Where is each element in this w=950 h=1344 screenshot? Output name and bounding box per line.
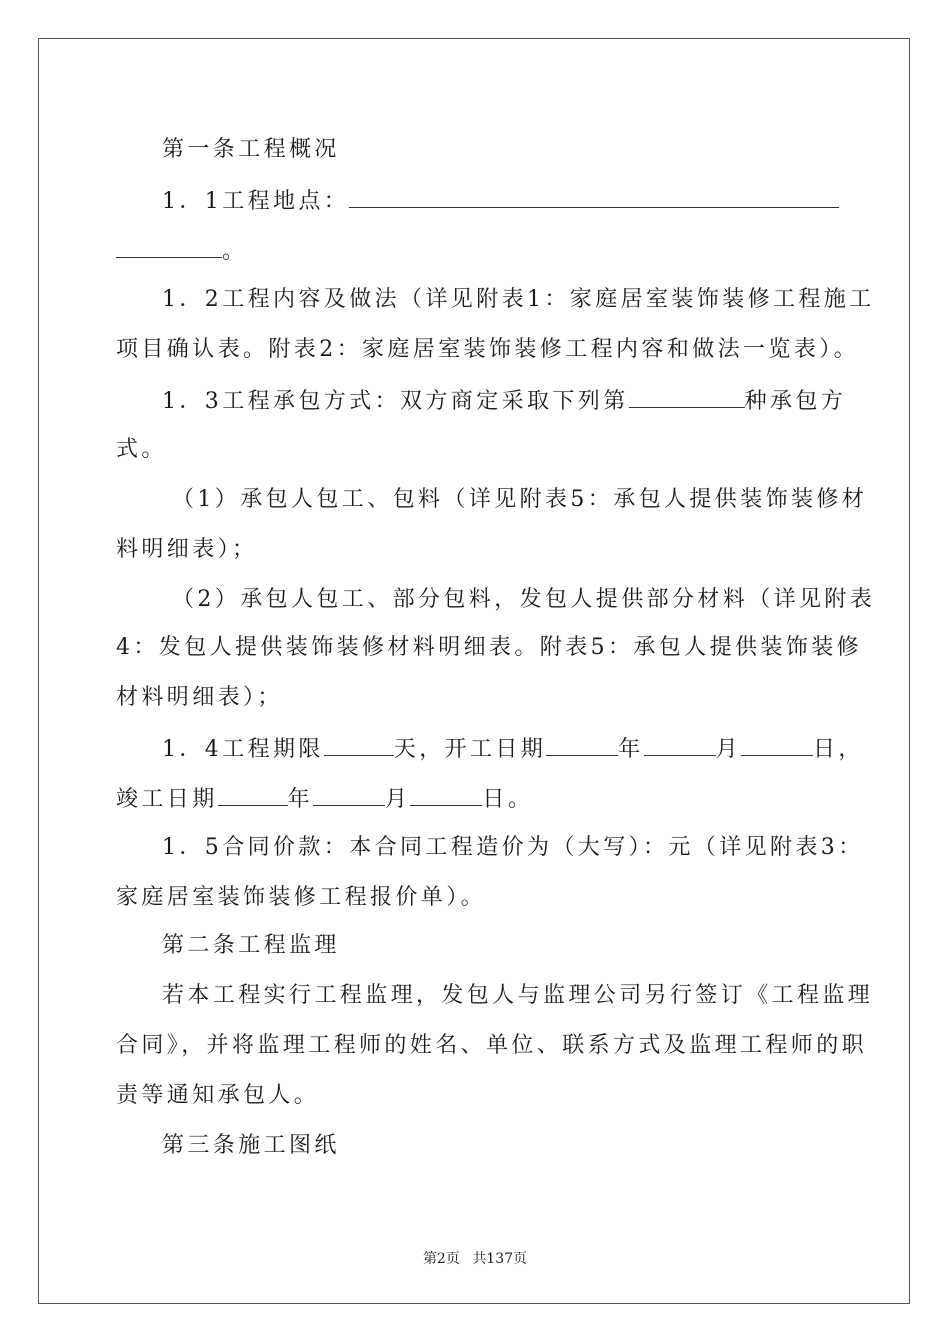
blank-start-year <box>546 733 618 756</box>
page-footer <box>0 1248 950 1268</box>
blank-site-location <box>349 185 839 208</box>
clause-1-5-line1: 1．5合同价款：本合同工程造价为（大写）：元（详见附表3： <box>162 835 864 860</box>
clause-1-1-line2: 。 <box>116 235 836 267</box>
blank-contract-type <box>629 385 745 408</box>
blank-end-day <box>410 783 482 806</box>
page-total: 共137页 <box>472 1251 528 1267</box>
option-2-line2: 4：发包人提供装饰装修材料明细表。附表5：承包人提供装饰装修 <box>116 635 862 660</box>
blank-end-year <box>218 783 288 806</box>
clause-1-2-line1: 1．2工程内容及做法（详见附表1：家庭居室装饰装修工程施工 <box>162 287 875 312</box>
blank-duration-days <box>324 733 394 756</box>
option-1-line2: 料明细表）； <box>116 537 258 562</box>
clause-1-3-line2: 式。 <box>116 437 167 462</box>
clause-2-title: 第二条工程监理 <box>162 933 340 958</box>
clause-1-4-line2: 竣工日期 年 月 日。 <box>116 783 836 815</box>
blank-end-month <box>313 783 385 806</box>
clause-1-4-line1: 1．4工程期限 天，开工日期 年 月 日， <box>162 733 882 765</box>
clause-1-1-line: 1．1工程地点： <box>162 185 882 217</box>
option-2-line1: （2）承包人包工、部分包料，发包人提供部分材料（详见附表 <box>172 587 876 612</box>
clause-2-line1: 若本工程实行工程监理，发包人与监理公司另行签订《工程监理 <box>162 983 874 1008</box>
clause-2-line2: 合同》，并将监理工程师的姓名、单位、联系方式及监理工程师的职 <box>116 1033 868 1058</box>
page-frame <box>38 38 910 1304</box>
option-2-line3: 材料明细表）； <box>116 685 283 710</box>
option-1-line1: （1）承包人包工、包料（详见附表5：承包人提供装饰装修材 <box>172 487 868 512</box>
clause-1-title: 第一条工程概况 <box>162 137 340 162</box>
blank-site-location-cont <box>116 235 222 258</box>
clause-1-5-line2: 家庭居室装饰装修工程报价单）。 <box>116 885 487 910</box>
page-current: 第2页 <box>422 1251 460 1267</box>
blank-start-day <box>741 733 813 756</box>
clause-1-3-line1: 1．3工程承包方式：双方商定采取下列第 种承包方 <box>162 385 882 417</box>
clause-2-line3: 责等通知承包人。 <box>116 1083 320 1108</box>
blank-start-month <box>644 733 716 756</box>
clause-3-title: 第三条施工图纸 <box>162 1133 340 1158</box>
clause-1-2-line2: 项目确认表。附表2：家庭居室装饰装修工程内容和做法一览表）。 <box>116 337 859 362</box>
